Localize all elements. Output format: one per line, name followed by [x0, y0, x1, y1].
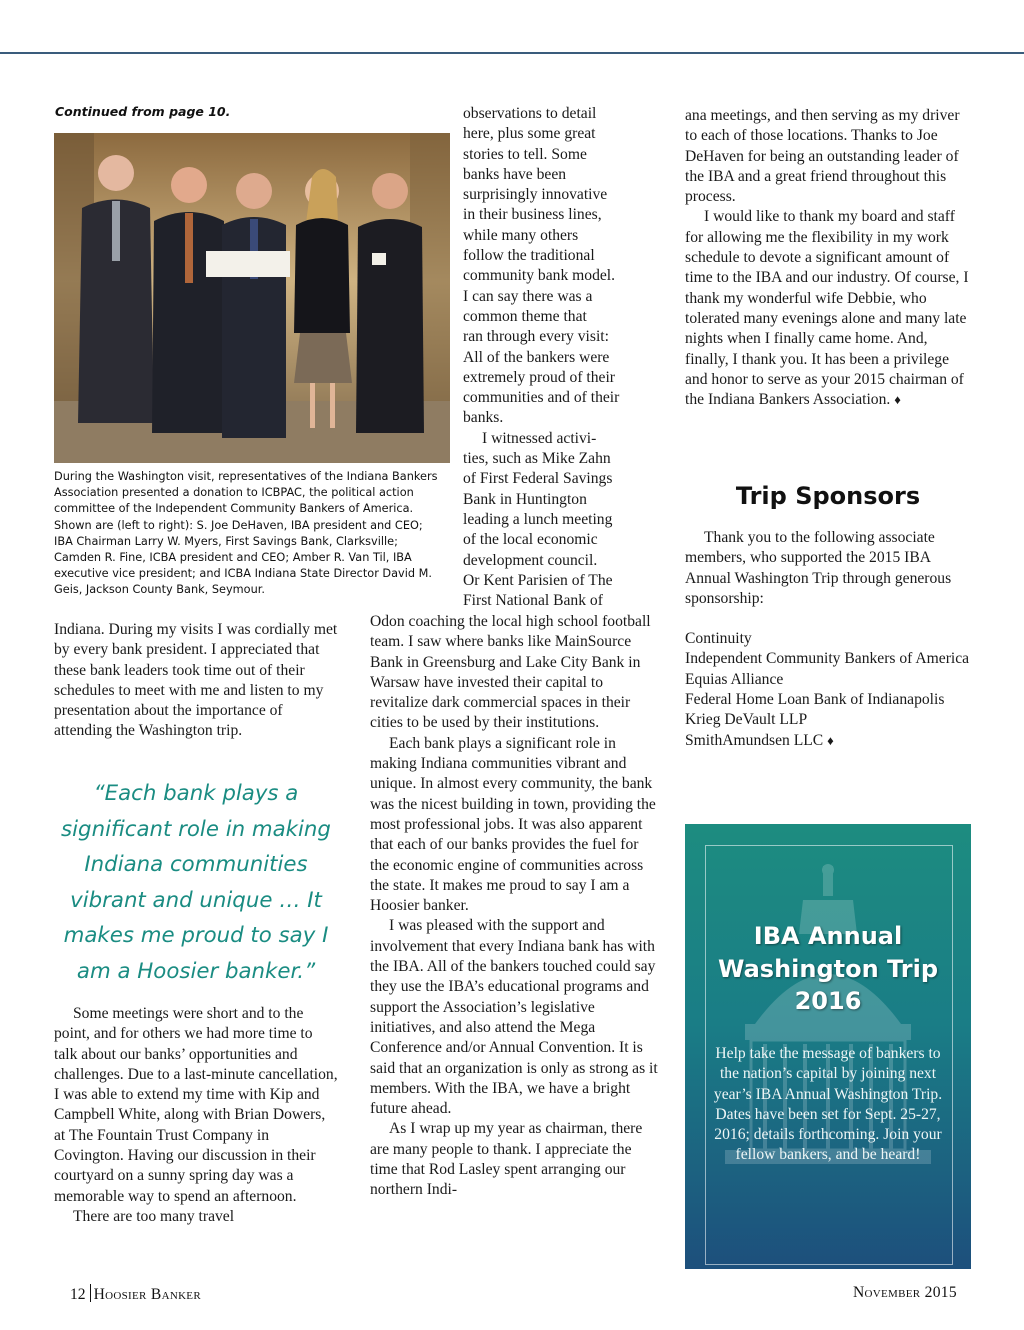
trip-sponsors-heading: Trip Sponsors — [735, 482, 921, 510]
footer-divider — [90, 1284, 91, 1302]
promo-title-line-3: 2016 — [794, 987, 862, 1015]
continued-note: Continued from page 10. — [55, 104, 231, 119]
column-2-line: while many others — [463, 226, 579, 244]
column-1-upper — [54, 620, 339, 742]
column-2-line: observations to detail — [463, 105, 597, 122]
column-2-narrow — [463, 104, 663, 611]
sponsor-item-last — [685, 731, 973, 751]
column-2-line: Bank in Huntington — [463, 490, 587, 508]
column-2-line: development council. — [463, 551, 598, 569]
promo-title — [685, 920, 971, 1018]
sponsor-item: Krieg DeVault LLP — [685, 711, 808, 729]
issue-date: November 2015 — [852, 1284, 957, 1301]
page-number: 12 — [70, 1286, 86, 1303]
column-2-wide — [370, 612, 658, 1201]
column-2-paragraph-wrap: As I wrap up my year as chairman, there are many people to thank. I appreciate the time that Rod Lasley spent arranging our northern Indi- — [370, 1120, 643, 1199]
column-2-line: I witnessed activi- — [482, 429, 597, 447]
column-2-line: common theme that — [463, 307, 587, 325]
column-2-line: leading a lunch meeting — [463, 510, 613, 528]
column-3-paragraph-2 — [685, 207, 973, 410]
column-1-lower — [54, 1004, 339, 1227]
promo-body: Help take the message of bankers to the nation’s capital by joining next year’s IBA Annual Washington Trip. Dates have been set for Sept. 25-27, 2016; details forthcoming. Join your fellow bankers, and be heard! — [713, 1045, 943, 1164]
column-2-line: communities and of their — [463, 389, 620, 407]
column-3-upper — [685, 106, 973, 410]
sponsor-item: Equias Alliance — [685, 670, 784, 688]
sponsor-list — [685, 629, 973, 751]
column-3-paragraph-2-text: I would like to thank my board and staff for allowing me the flexibility in my work schedule to devote a significant amount of time to the IBA and our industry. Of course, I thank my wonderful wife Debbie, who tolerated many evenings alone and many late nights when I finally came home. And, finally, I thank you. It has been a privilege and honor to serve as your 2015 chairman of the Indiana Bankers Association. — [685, 208, 969, 409]
promo-title-line-1: IBA Annual — [753, 922, 903, 950]
column-1-paragraph-1: Indiana. During my visits I was cordially met by every bank president. I appreciated that these bank leaders took time out of their schedules to meet with me and listen to my presentation about the importance of attending the Washington trip. — [54, 621, 338, 740]
end-mark-icon: ♦ — [894, 392, 901, 408]
sponsors-intro: Thank you to the following associate members, who supported the 2015 IBA Annual Washington Trip through generous sponsorship: — [685, 529, 952, 607]
pull-quote: “Each bank plays a significant role in making Indiana communities vibrant and unique … It makes me proud to say I am a Hoosier banker.” — [61, 781, 331, 984]
publication-name: Hoosier Banker — [93, 1286, 201, 1303]
column-3-paragraph-1: ana meetings, and then serving as my driver to each of those locations. Thanks to Joe DeHaven for being an outstanding leader of the IBA and a great friend throughout this process. — [685, 107, 960, 206]
column-2-line: extremely proud of their — [463, 368, 615, 386]
washington-trip-promo — [685, 824, 971, 1269]
promo-title-line-2: Washington Trip — [717, 954, 939, 983]
sponsor-item: SmithAmundsen LLC — [685, 731, 824, 749]
column-2-line: ran through every visit: — [463, 328, 609, 346]
column-2-line: stories to tell. Some — [463, 145, 587, 163]
column-2-line: surprisingly innovative — [463, 186, 608, 204]
sponsor-item: Federal Home Loan Bank of Indianapolis — [685, 691, 945, 709]
column-2-line: follow the traditional — [463, 247, 595, 265]
sponsor-item: Continuity — [685, 630, 752, 648]
column-1-paragraph-3: There are too many travel — [73, 1207, 235, 1225]
column-2-line: First National Bank of — [463, 592, 603, 610]
group-photo — [54, 133, 450, 463]
sponsors-section — [685, 528, 973, 751]
column-2-paragraph-odon: Odon coaching the local high school football team. I saw where banks like MainSource Bank in Greensburg and Lake City Bank in Warsaw have invested their capital to revitalize dark commercial spaces in their cities to be used by their institutions. — [370, 613, 651, 732]
column-2-line: banks. — [463, 409, 504, 427]
column-2-line: here, plus some great — [463, 125, 596, 143]
footer-left — [70, 1284, 201, 1304]
column-2-paragraph-each: Each bank plays a significant role in making Indiana communities vibrant and unique. In almost every community, the bank was the nicest building in town, providing the most professional jobs. It was also apparent that each of our banks provides the fuel for the economic engine of communities across the state. It makes me proud to say I am a Hoosier banker. — [370, 734, 656, 915]
sponsor-item: Independent Community Bankers of America — [685, 650, 970, 668]
column-2-line: of First Federal Savings — [463, 470, 613, 488]
column-2-line: Or Kent Parisien of The — [463, 571, 613, 589]
column-1-paragraph-2: Some meetings were short and to the point, and for others we had more time to talk about our banks’ opportunities and challenges. Due to a last-minute cancellation, I was able to extend my time with Kip and Campbell White, along with Brian Dowers, at The Fountain Trust Company in Covington. Having our discussion in their courtyard on a sunny spring day was a memorable way to spend an afternoon. — [54, 1005, 338, 1205]
photo-illustration — [54, 133, 450, 463]
end-mark-icon: ♦ — [827, 732, 834, 748]
column-2-line: banks have been — [463, 165, 567, 183]
column-2-line: I can say there was a — [463, 287, 593, 305]
header-rule — [0, 52, 1024, 54]
column-2-line: community bank model. — [463, 267, 616, 285]
photo-caption: During the Washington visit, representatives of the Indiana Bankers Association presented a donation to ICBPAC, the political action committee of the Independent Community Bankers of America. Shown are (left to right): S. Joe DeHaven, IBA president and CEO; IBA Chairman Larry W. Myers, First Savings Bank, Clarksville; Camden R. Fine, ICBA president and CEO; Amber R. Van Til, IBA executive vice president; and ICBA Indiana State Director David M. Geis, Jackson County Bank, Seymour. — [54, 470, 438, 597]
column-2-paragraph-pleased: I was pleased with the support and involvement that every Indiana bank has with the IBA. All of the bankers touched could say they use the IBA’s educational programs and support the Association’s legislative initiatives, and also attend the Mega Conference and/or Annual Convention. It is said that an organization is only as strong as it members. With the IBA, we have a bright future ahead. — [370, 917, 658, 1118]
column-2-line: All of the bankers were — [463, 348, 610, 366]
column-2-line: ties, such as Mike Zahn — [463, 450, 611, 468]
column-2-line: of the local economic — [463, 531, 598, 549]
column-2-line: in their business lines, — [463, 206, 602, 224]
